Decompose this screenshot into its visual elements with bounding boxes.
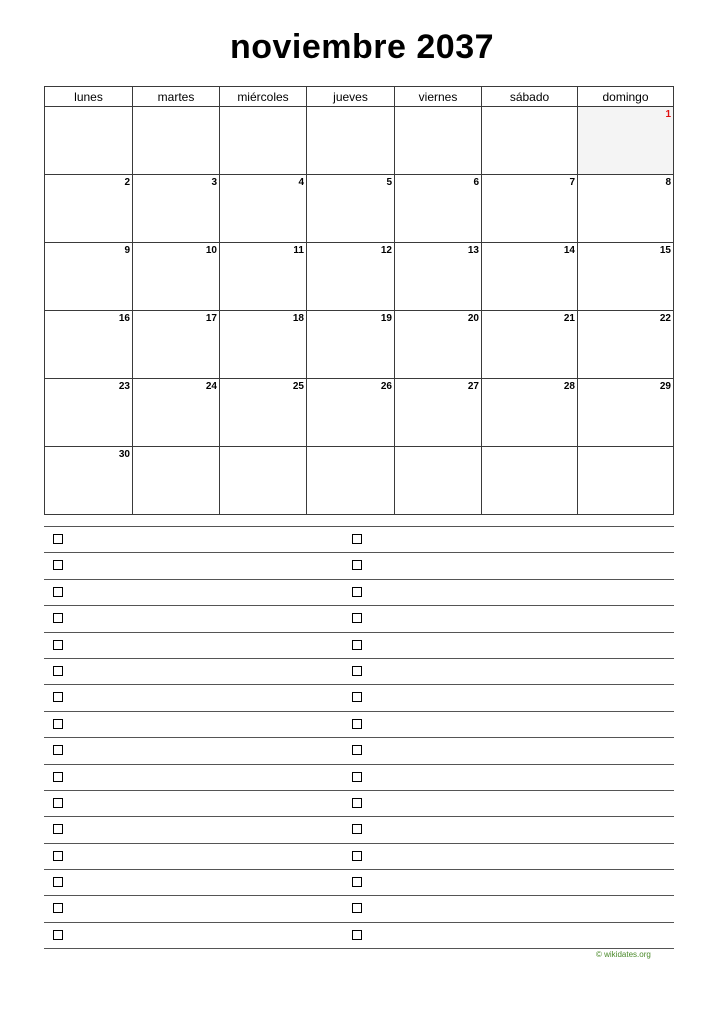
weekday-header: jueves [307,87,395,107]
checkbox[interactable] [352,640,362,650]
checkbox[interactable] [53,719,63,729]
day-number: 1 [665,109,671,120]
task-row [44,580,674,606]
day-number: 8 [665,177,671,188]
weekday-header: martes [133,87,220,107]
task-row [44,606,674,632]
checkbox[interactable] [352,692,362,702]
day-number: 14 [563,245,575,256]
day-cell [578,311,674,379]
task-row [44,923,674,949]
day-number: 5 [386,177,392,188]
day-cell-holiday [578,107,674,175]
weekday-header-row [45,87,674,107]
task-row [44,844,674,870]
task-row [44,817,674,843]
day-cell [133,175,220,243]
day-cell [395,107,482,175]
task-row [44,633,674,659]
day-cell [578,243,674,311]
day-cell [45,175,133,243]
checkbox[interactable] [352,666,362,676]
day-cell [482,107,578,175]
day-cell [45,447,133,515]
checkbox[interactable] [53,692,63,702]
day-number [133,447,219,449]
day-cell [307,379,395,447]
week-row [45,243,674,311]
checkbox[interactable] [53,534,63,544]
day-number: 20 [467,313,479,324]
task-row [44,791,674,817]
checkbox[interactable] [352,613,362,623]
day-cell [220,243,307,311]
day-number: 18 [292,313,304,324]
day-cell [482,175,578,243]
task-row [44,712,674,738]
day-cell [307,243,395,311]
day-cell [395,311,482,379]
day-number: 28 [563,381,575,392]
day-number [220,107,306,109]
day-number: 16 [118,313,130,324]
task-row [44,896,674,922]
checkbox[interactable] [352,798,362,808]
checkbox[interactable] [53,930,63,940]
day-number: 6 [473,177,479,188]
checkbox[interactable] [53,798,63,808]
day-cell [307,311,395,379]
week-row [45,175,674,243]
checkbox[interactable] [352,903,362,913]
week-row [45,107,674,175]
week-row [45,447,674,515]
day-number [482,107,577,109]
day-cell [133,379,220,447]
checkbox[interactable] [53,745,63,755]
task-row [44,685,674,711]
checkbox[interactable] [53,903,63,913]
day-cell [220,175,307,243]
day-number: 29 [659,381,671,392]
day-cell [220,379,307,447]
checkbox[interactable] [53,851,63,861]
day-cell [45,243,133,311]
day-number: 2 [124,177,130,188]
day-cell [45,379,133,447]
checkbox[interactable] [53,824,63,834]
day-number: 26 [380,381,392,392]
day-cell [220,107,307,175]
day-number [395,447,481,449]
day-cell [395,175,482,243]
day-number: 17 [205,313,217,324]
day-number: 3 [211,177,217,188]
day-number: 13 [467,245,479,256]
day-number [307,107,394,109]
day-number: 11 [293,245,304,256]
day-cell [395,243,482,311]
task-row [44,659,674,685]
day-cell [482,379,578,447]
day-cell [482,447,578,515]
day-number: 10 [205,245,217,256]
day-cell [220,311,307,379]
weekday-header: domingo [578,87,674,107]
day-number [307,447,394,449]
day-number [220,447,306,449]
weekday-header: miércoles [220,87,307,107]
checkbox[interactable] [352,877,362,887]
day-number: 15 [659,245,671,256]
checkbox[interactable] [352,719,362,729]
checkbox[interactable] [352,745,362,755]
task-row [44,553,674,579]
day-number: 27 [467,381,479,392]
checkbox[interactable] [352,772,362,782]
day-cell [133,107,220,175]
checkbox[interactable] [53,640,63,650]
checkbox[interactable] [53,877,63,887]
day-cell [578,175,674,243]
task-row [44,870,674,896]
checkbox[interactable] [352,930,362,940]
day-cell [395,379,482,447]
weekday-header: lunes [45,87,133,107]
day-number [133,107,219,109]
task-row [44,765,674,791]
checkbox[interactable] [53,560,63,570]
day-cell [482,311,578,379]
calendar-grid [44,86,674,515]
day-cell [307,447,395,515]
checkbox[interactable] [53,772,63,782]
credit-footer: © wikidates.org [596,950,651,959]
day-number: 25 [292,381,304,392]
day-cell [133,243,220,311]
checkbox[interactable] [352,851,362,861]
page-title: noviembre 2037 [229,28,495,66]
checkbox[interactable] [352,824,362,834]
day-number: 21 [563,313,575,324]
week-row [45,379,674,447]
day-number: 7 [569,177,575,188]
day-cell [307,107,395,175]
day-cell [395,447,482,515]
checkbox[interactable] [53,666,63,676]
day-number [395,107,481,109]
day-number: 23 [118,381,130,392]
day-number: 19 [380,313,392,324]
checkbox[interactable] [53,613,63,623]
day-cell [578,379,674,447]
day-number [482,447,577,449]
day-number: 4 [298,177,304,188]
day-number: 9 [124,245,130,256]
day-cell [133,311,220,379]
checkbox[interactable] [352,560,362,570]
weekday-header: sábado [482,87,578,107]
weekday-header: viernes [395,87,482,107]
day-number: 22 [659,313,671,324]
day-cell [220,447,307,515]
day-number: 30 [118,449,130,460]
task-row [44,527,674,553]
task-row [44,738,674,764]
day-cell [578,447,674,515]
day-number: 12 [380,245,392,256]
checkbox[interactable] [352,587,362,597]
day-cell [307,175,395,243]
task-list [44,526,674,949]
day-cell [45,107,133,175]
day-number: 24 [205,381,217,392]
checkbox[interactable] [352,534,362,544]
day-number [578,447,673,449]
day-number [45,107,132,109]
week-row [45,311,674,379]
checkbox[interactable] [53,587,63,597]
day-cell [45,311,133,379]
day-cell [482,243,578,311]
day-cell [133,447,220,515]
